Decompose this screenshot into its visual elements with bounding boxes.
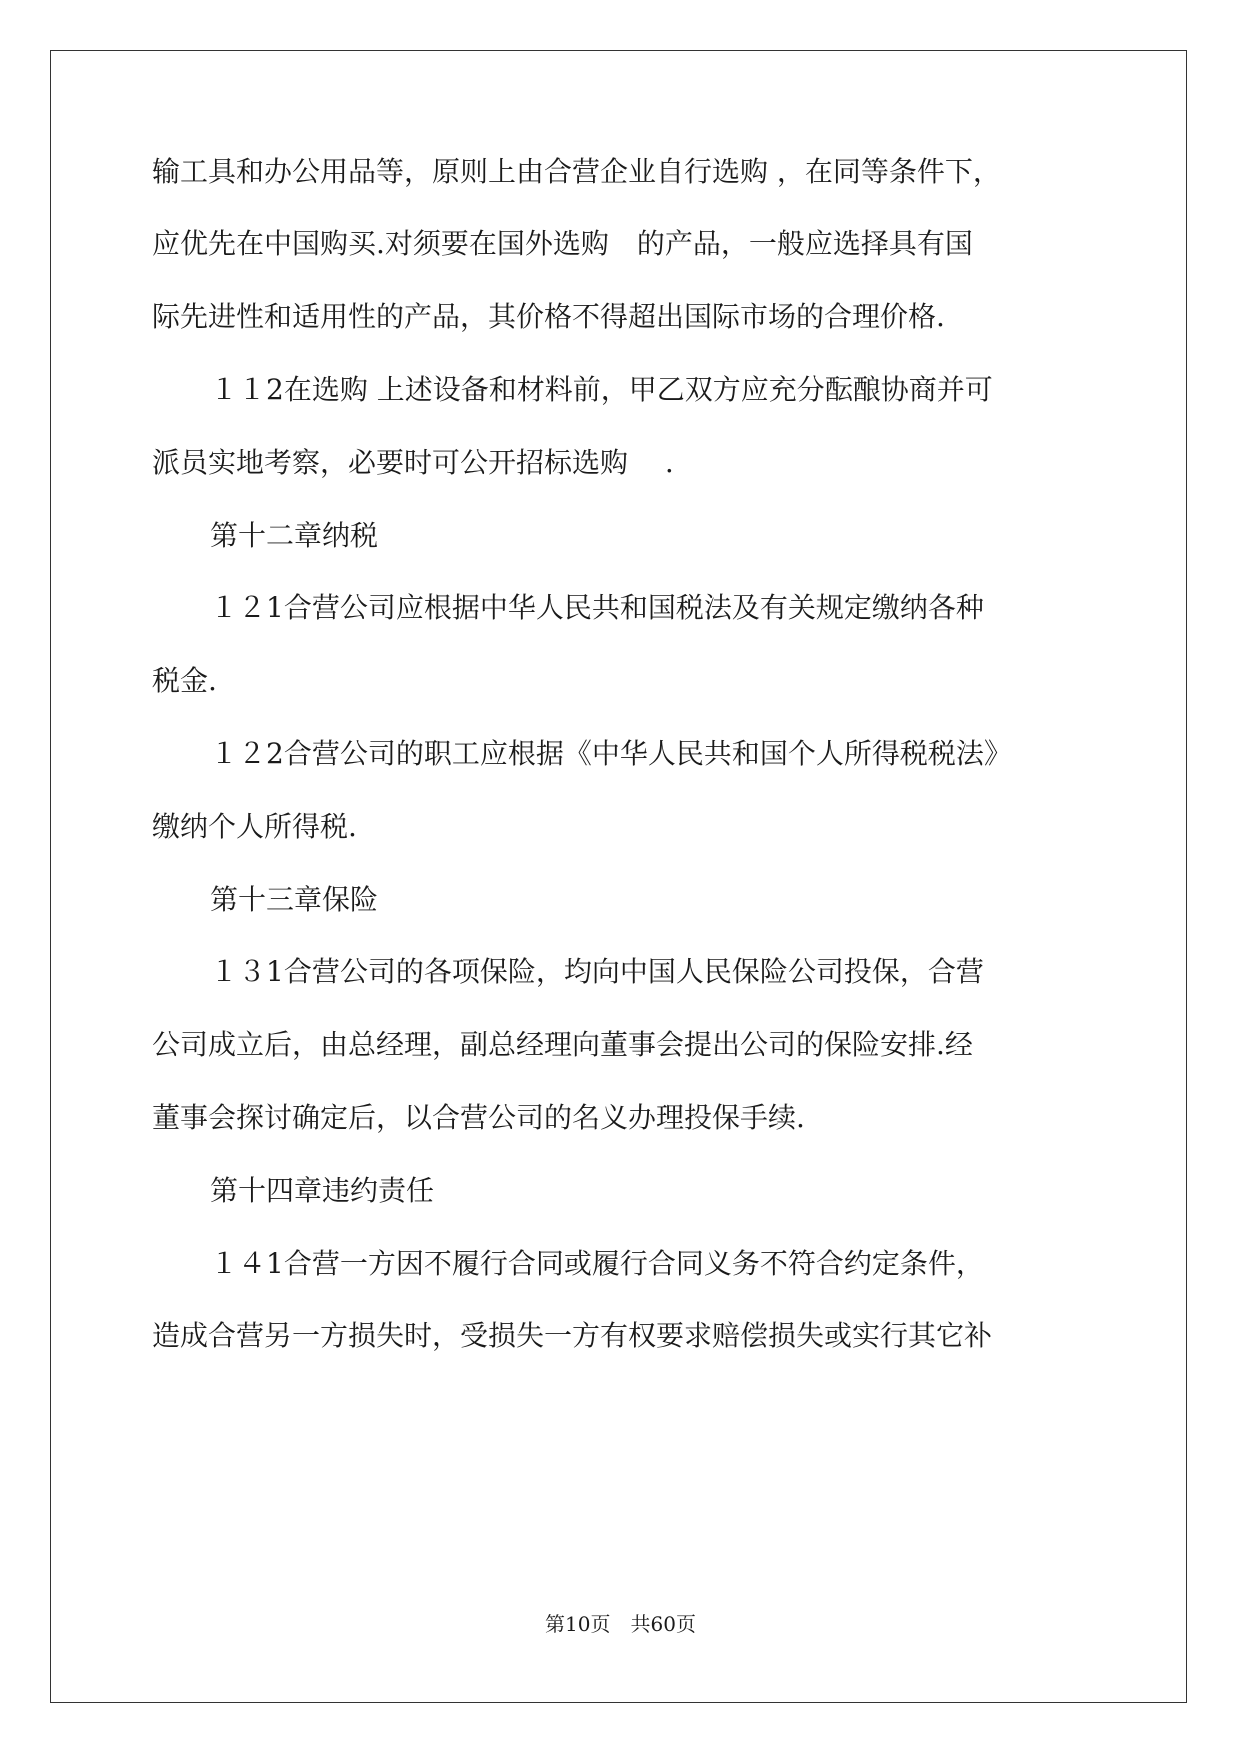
body-line: 造成合营另一方损失时，受损失一方有权要求赔偿损失或实行其它补 bbox=[152, 1319, 993, 1352]
body-line: 际先进性和适用性的产品，其价格不得超出国际市场的合理价格. bbox=[152, 300, 945, 333]
body-line: 输工具和办公用品等，原则上由合营企业自行选购 ，在同等条件下， bbox=[152, 155, 1001, 188]
body-line: １２2合营公司的职工应根据《中华人民共和国个人所得税税法》 bbox=[210, 737, 1012, 770]
chapter-heading: 第十三章保险 bbox=[210, 883, 379, 916]
body-line: 应优先在中国购买.对须要在国外选购 的产品，一般应选择具有国 bbox=[152, 227, 973, 260]
body-line: 公司成立后，由总经理，副总经理向董事会提出公司的保险安排.经 bbox=[152, 1028, 973, 1061]
body-line: 董事会探讨确定后，以合营公司的名义办理投保手续. bbox=[152, 1101, 805, 1134]
body-line: １１2在选购 上述设备和材料前，甲乙双方应充分酝酿协商并可 bbox=[210, 373, 993, 406]
page-number: 第10页 共60页 bbox=[545, 1612, 696, 1636]
page-border bbox=[50, 50, 1187, 1703]
body-line: 派员实地考察，必要时可公开招标选购 . bbox=[152, 446, 674, 479]
body-line: 缴纳个人所得税. bbox=[152, 810, 357, 843]
body-line: 税金. bbox=[152, 664, 217, 697]
chapter-heading: 第十四章违约责任 bbox=[210, 1174, 435, 1207]
chapter-heading: 第十二章纳税 bbox=[210, 519, 379, 552]
body-line: １２1合营公司应根据中华人民共和国税法及有关规定缴纳各种 bbox=[210, 591, 984, 624]
body-line: １３1合营公司的各项保险，均向中国人民保险公司投保，合营 bbox=[210, 955, 984, 988]
body-line: １４1合营一方因不履行合同或履行合同义务不符合约定条件， bbox=[210, 1247, 984, 1280]
